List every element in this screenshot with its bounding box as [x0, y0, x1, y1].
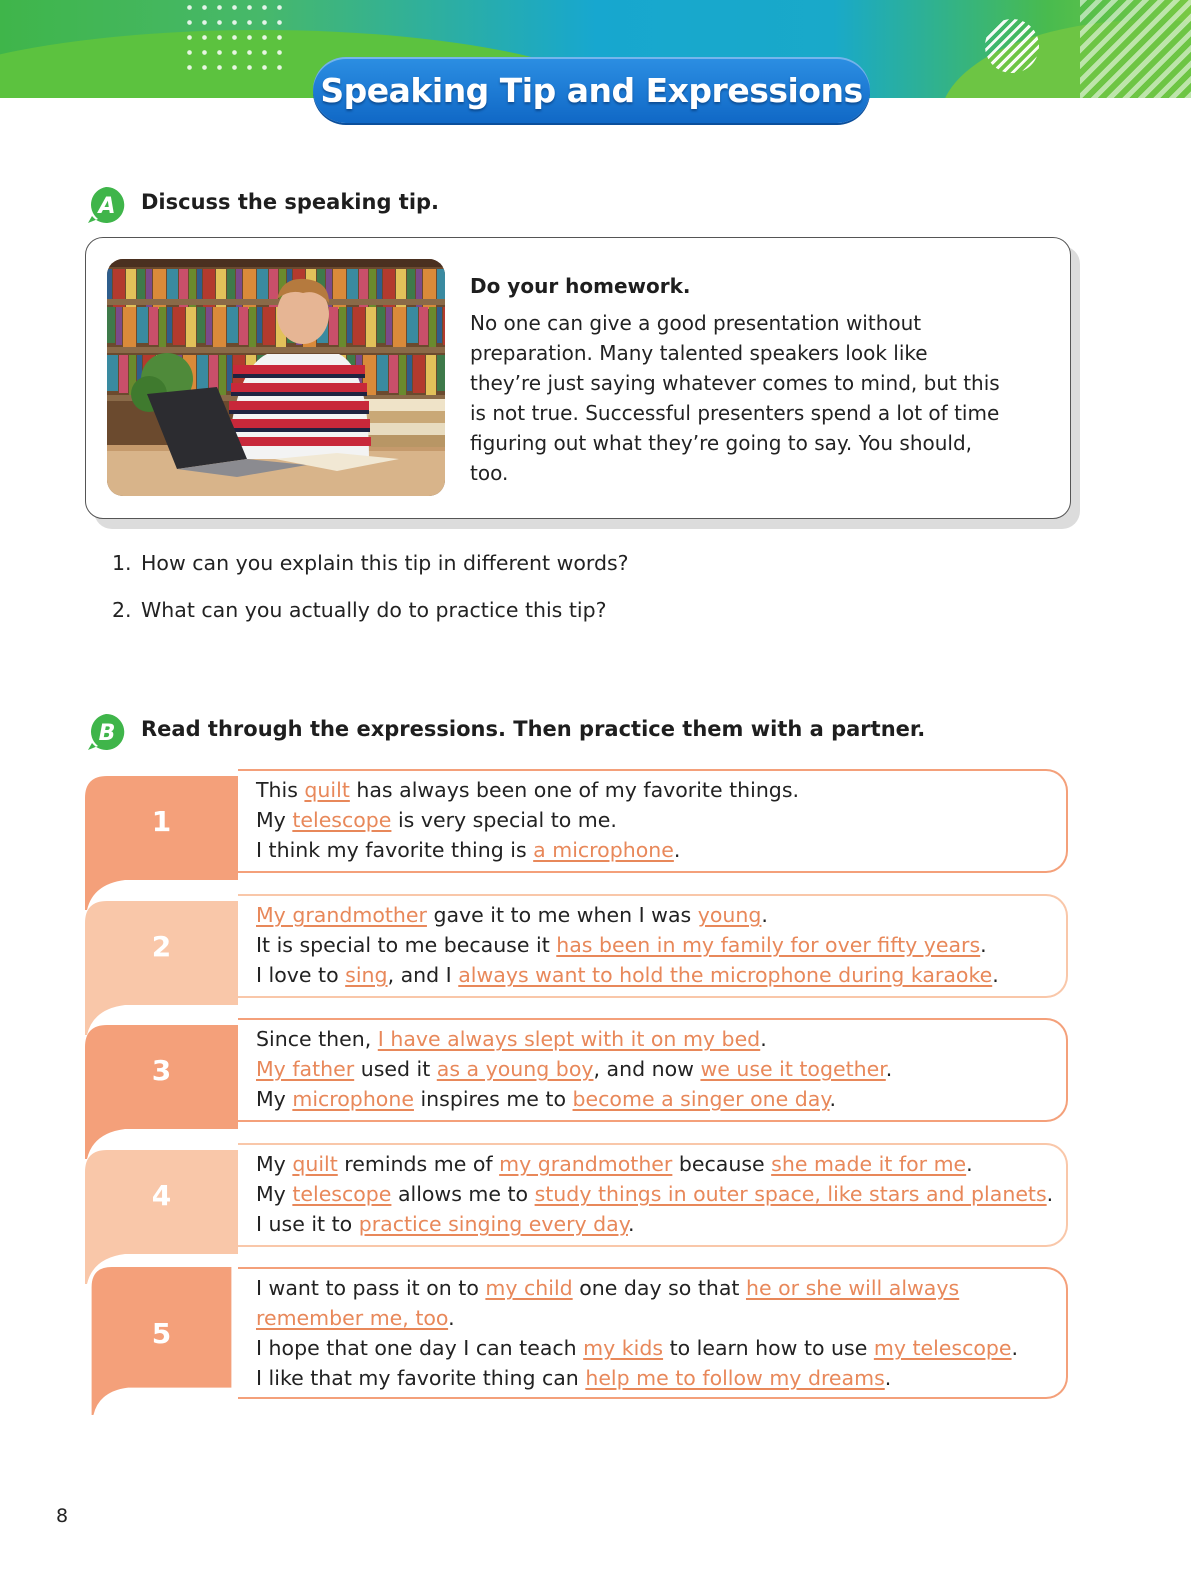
replaceable-phrase: I have always slept with it on my bed: [377, 1027, 761, 1051]
expression-line: [256, 1054, 892, 1084]
expression-text: , and now: [593, 1057, 701, 1081]
book-spine: [407, 355, 412, 391]
book-spine: [116, 307, 122, 345]
expression-line: [256, 1273, 1018, 1303]
replaceable-phrase: study things in outer space, like stars and planets: [534, 1182, 1047, 1206]
book-spine: [159, 307, 166, 347]
expression-line: [256, 835, 799, 865]
expression-text: gave it to me when I was: [426, 903, 698, 927]
expression-row: [85, 1143, 1085, 1268]
book-spine: [437, 355, 445, 391]
expression-text: .: [627, 1212, 635, 1236]
book-spine: [206, 307, 212, 345]
book-spine: [407, 307, 418, 343]
section-b-letter: B: [98, 721, 116, 746]
replaceable-phrase: My father: [256, 1057, 355, 1081]
banner-dots-pattern: [182, 0, 292, 78]
expression-text: used it: [354, 1057, 437, 1081]
tip-line: preparation. Many talented speakers look like: [470, 341, 928, 365]
book-spine: [227, 307, 238, 343]
book-spine: [426, 355, 436, 395]
expression-lines: [256, 1149, 1053, 1239]
expression-line: [256, 1179, 1053, 1209]
page-number: 8: [56, 1505, 69, 1527]
replaceable-phrase: we use it together: [700, 1057, 886, 1081]
replaceable-phrase: practice singing every day: [358, 1212, 628, 1236]
book-spine: [119, 355, 128, 393]
book-spine: [347, 307, 352, 343]
expression-line: [256, 1024, 892, 1054]
book-spine: [149, 307, 158, 345]
expression-text: .: [760, 1027, 767, 1051]
expression-text: .: [966, 1152, 973, 1176]
replaceable-phrase: always want to hold the microphone during karaoke: [458, 963, 993, 987]
replaceable-phrase: my telescope: [873, 1336, 1012, 1360]
expression-text: .: [761, 903, 768, 927]
replaceable-phrase: sing: [345, 963, 388, 987]
expression-line: [256, 930, 999, 960]
question-item: [112, 548, 629, 595]
section-b-badge-icon: [86, 712, 126, 752]
expression-row: [85, 1267, 1085, 1392]
book-spine: [219, 355, 226, 395]
replaceable-phrase: my kids: [583, 1336, 664, 1360]
book-spine: [107, 307, 115, 343]
section-b-heading: Read through the expressions. Then practice them with a partner.: [141, 717, 926, 741]
section-a-badge-icon: [86, 185, 126, 225]
question-text: What can you actually do to practice this tip?: [141, 598, 607, 622]
question-item: [112, 595, 629, 642]
book-spine: [419, 307, 428, 345]
expression-text: reminds me of: [337, 1152, 500, 1176]
tip-body: [470, 308, 1050, 488]
tip-line: too.: [470, 461, 509, 485]
expression-line: [256, 805, 799, 835]
replaceable-phrase: become a singer one day: [572, 1087, 830, 1111]
expression-text: is very special to me.: [391, 808, 617, 832]
expression-text: I want to pass it on to: [256, 1276, 486, 1300]
expression-line: [256, 1209, 1053, 1239]
expression-text: I love to: [256, 963, 346, 987]
expression-line: [256, 1363, 1018, 1393]
expression-row: [85, 1018, 1085, 1143]
expression-lines: [256, 1273, 1018, 1393]
replaceable-phrase: remember me, too: [256, 1306, 449, 1330]
replaceable-phrase: a microphone: [533, 838, 674, 862]
expression-text: .: [448, 1306, 455, 1330]
replaceable-phrase: has been in my family for over fifty years: [556, 933, 981, 957]
book-spine: [239, 307, 248, 345]
expression-text: It is special to me because it: [256, 933, 557, 957]
book-spine: [329, 307, 338, 345]
book-spine: [123, 307, 136, 347]
replaceable-phrase: young: [697, 903, 762, 927]
expression-line: [256, 1149, 1053, 1179]
book-spine: [393, 307, 406, 347]
expression-text: I hope that one day I can teach: [256, 1336, 584, 1360]
book-spine: [353, 307, 365, 345]
book-spine: [429, 307, 436, 347]
book-spine: [386, 307, 392, 345]
tip-line: figuring out what they’re going to say. You should,: [470, 431, 973, 455]
book-spine: [389, 355, 398, 393]
book-spine: [197, 307, 205, 343]
book-spine: [377, 307, 385, 343]
expression-text: to learn how to use: [663, 1336, 874, 1360]
replaceable-phrase: my child: [485, 1276, 573, 1300]
book-spine: [399, 355, 406, 395]
book-spine: [443, 307, 445, 345]
expression-text: because: [672, 1152, 772, 1176]
book-spine: [173, 307, 185, 345]
book-spine: [366, 307, 376, 347]
expression-number: 2: [151, 929, 172, 963]
expression-line: [256, 1303, 1018, 1333]
discussion-questions: [112, 548, 629, 642]
expression-text: inspires me to: [413, 1087, 573, 1111]
question-number: 2.: [112, 598, 132, 622]
question-text: How can you explain this tip in different words?: [141, 551, 629, 575]
expression-text: one day so that: [572, 1276, 746, 1300]
replaceable-phrase: as a young boy: [436, 1057, 594, 1081]
book-spine: [257, 307, 262, 343]
expression-text: , and I: [387, 963, 459, 987]
book-spine: [339, 307, 346, 347]
replaceable-phrase: telescope: [292, 808, 392, 832]
tip-line: is not true. Successful presenters spend a lot of time: [470, 401, 1000, 425]
expression-row: [85, 894, 1085, 1019]
expression-text: My: [256, 1182, 293, 1206]
book-spine: [186, 307, 196, 347]
expression-text: .: [992, 963, 999, 987]
expression-lines: [256, 1024, 892, 1114]
book-spine: [413, 355, 425, 393]
expression-text: .: [673, 838, 681, 862]
section-a-letter: A: [98, 194, 116, 219]
book-spine: [137, 307, 148, 343]
page-title-pill: [313, 57, 870, 123]
expression-line: [256, 1084, 892, 1114]
expression-number: 4: [151, 1178, 172, 1212]
expression-number: 5: [151, 1316, 172, 1350]
section-a-heading: Discuss the speaking tip.: [141, 190, 440, 214]
question-number: 1.: [112, 551, 132, 575]
book-spine: [249, 307, 256, 347]
expression-text: .: [1011, 1336, 1019, 1360]
page-title: Speaking Tip and Expressions: [320, 70, 863, 110]
expression-text: .: [980, 933, 987, 957]
banner-stripes-pattern: [1080, 0, 1191, 98]
expression-line: [256, 900, 999, 930]
expression-text: has always been one of my favorite things.: [349, 778, 800, 802]
expression-row: [85, 769, 1085, 894]
replaceable-phrase: help me to follow my dreams: [585, 1366, 885, 1390]
expression-text: My: [256, 1087, 293, 1111]
book-spine: [107, 355, 118, 391]
expression-text: Since then,: [256, 1027, 378, 1051]
book-spine: [377, 355, 388, 391]
expression-line: [256, 1333, 1018, 1363]
student-library-photo: [107, 259, 445, 496]
expression-text: I like that my favorite thing can: [256, 1366, 586, 1390]
expression-text: .: [885, 1057, 893, 1081]
replaceable-phrase: microphone: [292, 1087, 414, 1111]
tip-title: Do your homework.: [470, 274, 691, 298]
expression-line: [256, 775, 799, 805]
expression-text: My: [256, 1152, 293, 1176]
expression-text: .: [884, 1366, 892, 1390]
replaceable-phrase: he or she will always: [745, 1276, 960, 1300]
replaceable-phrase: she made it for me: [771, 1152, 967, 1176]
banner-striped-circle: [985, 19, 1039, 73]
expression-number: 1: [151, 804, 172, 838]
book-spine: [197, 355, 208, 391]
replaceable-phrase: my grandmother: [499, 1152, 673, 1176]
expression-text: allows me to: [391, 1182, 535, 1206]
expression-text: .: [829, 1087, 837, 1111]
book-spine: [437, 307, 442, 343]
expression-lines: [256, 775, 799, 865]
book-spine: [213, 307, 226, 347]
tip-line: they’re just saying whatever comes to mind, but this: [470, 371, 1000, 395]
expression-line: [256, 960, 999, 990]
tip-line: No one can give a good presentation without: [470, 311, 922, 335]
expression-text: .: [1046, 1182, 1054, 1206]
book-spine: [167, 307, 172, 343]
expression-text: I use it to: [256, 1212, 359, 1236]
expression-number: 3: [151, 1053, 172, 1087]
replaceable-phrase: quilt: [304, 778, 350, 802]
expression-text: This: [256, 778, 305, 802]
replaceable-phrase: quilt: [292, 1152, 338, 1176]
book-spine: [263, 307, 275, 345]
expression-text: I think my favorite thing is: [256, 838, 534, 862]
expression-text: My: [256, 808, 293, 832]
replaceable-phrase: telescope: [292, 1182, 392, 1206]
expression-lines: [256, 900, 999, 990]
replaceable-phrase: My grandmother: [256, 903, 427, 927]
